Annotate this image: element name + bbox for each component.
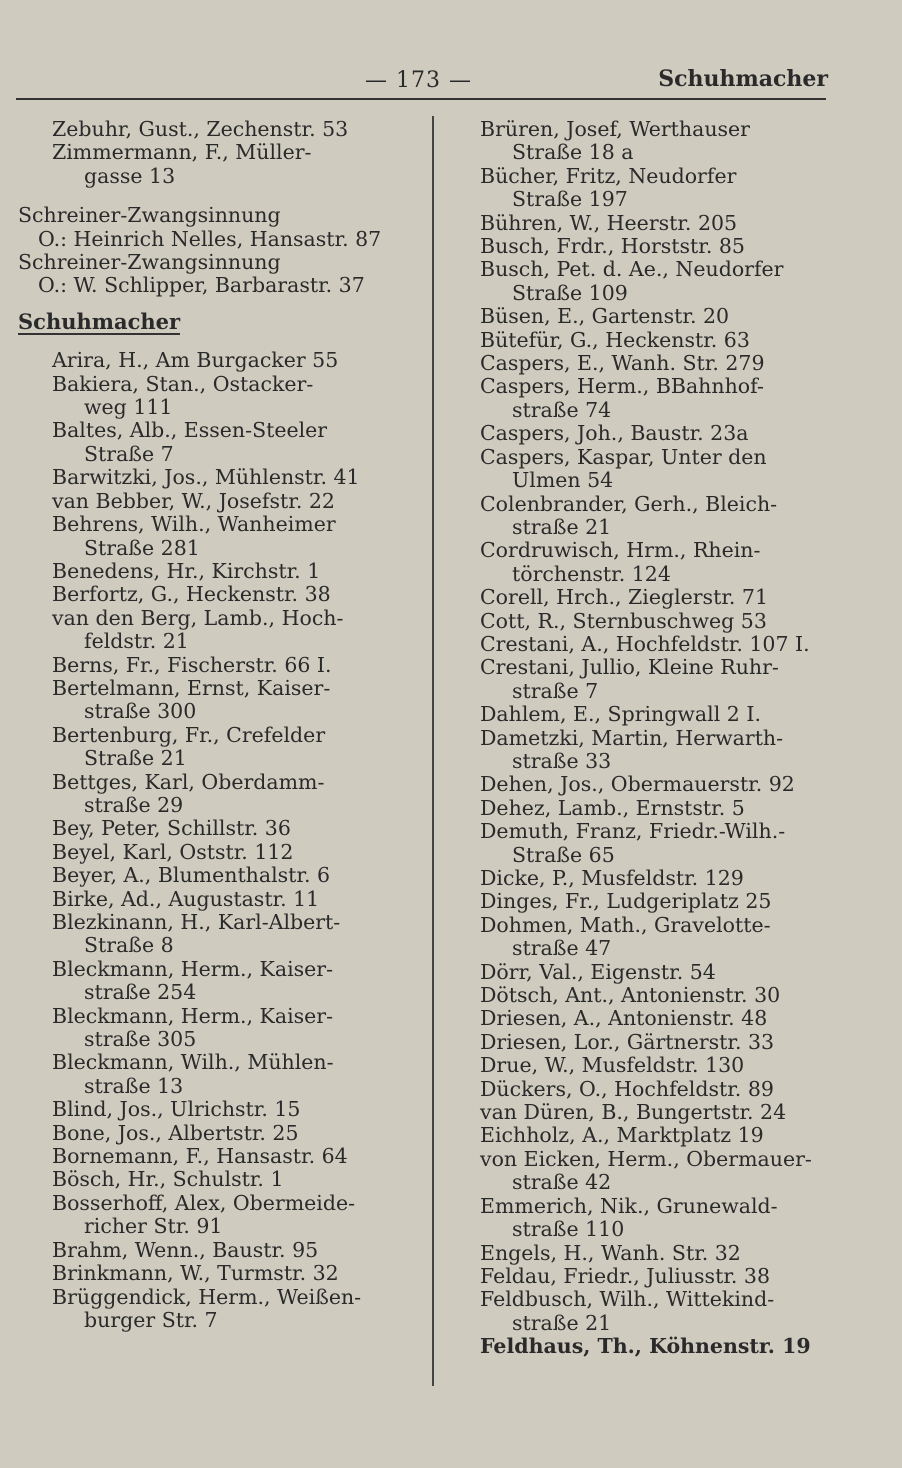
entry-continuation: Straße 18 a [512, 140, 634, 165]
directory-entry [480, 703, 825, 726]
entry-line: Corell, Hrch., Zieglerstr. 71 [480, 585, 768, 610]
entry-line: Bey, Peter, Schillstr. 36 [52, 816, 291, 841]
entry-line: Brinkmann, W., Turmstr. 32 [52, 1261, 339, 1286]
entry-line: Colenbrander, Gerh., Bleich- [480, 491, 778, 516]
entry-continuation: straße 42 [512, 1170, 612, 1195]
directory-entry [52, 466, 418, 489]
entry-line: Engels, H., Wanh. Str. 32 [480, 1240, 741, 1265]
directory-entry [480, 914, 825, 961]
entry-continuation: O.: W. Schlipper, Barbarastr. 37 [38, 273, 365, 298]
entry-line: Büsen, E., Gartenstr. 20 [480, 304, 730, 329]
entry-line: Brüren, Josef, Werthauser [480, 117, 750, 141]
entry-continuation: straße 74 [512, 397, 612, 422]
entry-line: Bornemann, F., Hansastr. 64 [52, 1144, 348, 1169]
directory-entry [18, 204, 418, 251]
entry-line: Bertenburg, Fr., Crefelder [52, 722, 326, 747]
entry-line: Dörr, Val., Eigenstr. 54 [480, 959, 716, 984]
entry-continuation: Straße 8 [84, 933, 174, 958]
directory-entry [480, 1265, 825, 1288]
directory-entry [52, 118, 418, 141]
directory-entry [52, 771, 418, 818]
entry-line: Driesen, Lor., Gärtnerstr. 33 [480, 1029, 775, 1054]
entry-line: Feldbusch, Wilh., Wittekind- [480, 1287, 775, 1312]
entry-continuation: straße 13 [84, 1073, 184, 1098]
directory-entry [52, 419, 418, 466]
entry-line: Dehez, Lamb., Ernststr. 5 [480, 795, 745, 820]
directory-entry [52, 1098, 418, 1121]
entry-line: Birke, Ad., Augustastr. 11 [52, 886, 320, 911]
directory-entry [52, 1192, 418, 1239]
entry-line: Beyel, Karl, Oststr. 112 [52, 839, 294, 864]
page-number: — 173 — [365, 68, 472, 93]
entry-line: Dicke, P., Musfeldstr. 129 [480, 866, 744, 890]
entry-line: Schreiner-Zwangsinnung [18, 250, 281, 275]
entry-line: Dötsch, Ant., Antonienstr. 30 [480, 983, 781, 1008]
directory-entry [480, 329, 825, 352]
entry-line: Bakiera, Stan., Ostacker- [52, 371, 314, 396]
entry-line: Caspers, Herm., BBahnhof- [480, 374, 764, 399]
entry-line: Bleckmann, Wilh., Mühlen- [52, 1050, 334, 1075]
entry-continuation: Straße 109 [512, 280, 628, 305]
entry-continuation: Straße 197 [512, 187, 628, 212]
entry-line: Baltes, Alb., Essen-Steeler [52, 418, 328, 443]
entry-line: Blind, Jos., Ulrichstr. 15 [52, 1097, 301, 1122]
directory-entry [52, 1051, 418, 1098]
entry-continuation: feldstr. 21 [84, 629, 189, 654]
directory-entry [480, 118, 825, 165]
entry-line: Brahm, Wenn., Baustr. 95 [52, 1237, 319, 1262]
entry-line: Bücher, Fritz, Neudorfer [480, 163, 737, 188]
spacer [18, 298, 418, 304]
directory-entry [480, 727, 825, 774]
entry-continuation: straße 29 [84, 792, 184, 817]
directory-entry [480, 797, 825, 820]
directory-entry [52, 911, 418, 958]
column-divider [432, 116, 434, 1386]
entry-line: Behrens, Wilh., Wanheimer [52, 512, 336, 537]
guild-entries [18, 204, 418, 298]
entry-line: Dinges, Fr., Ludgeriplatz 25 [480, 889, 772, 914]
spacer [18, 188, 418, 204]
directory-entry [480, 867, 825, 890]
directory-entry [480, 493, 825, 540]
entry-line: van Bebber, W., Josefstr. 22 [52, 488, 335, 513]
directory-entry [52, 864, 418, 887]
entry-line: Dückers, O., Hochfeldstr. 89 [480, 1076, 774, 1101]
directory-entry [480, 1101, 825, 1124]
entry-line: Benedens, Hr., Kirchstr. 1 [52, 558, 321, 583]
directory-entry [52, 583, 418, 606]
entry-line: Barwitzki, Jos., Mühlenstr. 41 [52, 465, 360, 490]
entry-line: Feldau, Friedr., Juliusstr. 38 [480, 1263, 770, 1288]
directory-entry [52, 607, 418, 654]
entry-continuation: richer Str. 91 [84, 1214, 223, 1239]
entry-line: Caspers, E., Wanh. Str. 279 [480, 351, 765, 376]
entry-continuation: Straße 21 [84, 746, 187, 771]
entry-line: Crestani, A., Hochfeldstr. 107 I. [480, 631, 810, 656]
entry-line: Demuth, Franz, Friedr.-Wilh.- [480, 819, 786, 844]
entry-line: Crestani, Jullio, Kleine Ruhr- [480, 655, 779, 680]
directory-entry [52, 677, 418, 724]
entry-line: Bettges, Karl, Oberdamm- [52, 769, 325, 794]
entry-continuation: straße 300 [84, 699, 197, 724]
directory-entry [480, 633, 825, 656]
entry-line: Eichholz, A., Marktplatz 19 [480, 1123, 764, 1148]
directory-entry [480, 446, 825, 493]
entry-line: Bleckmann, Herm., Kaiser- [52, 956, 334, 981]
left-entries [18, 349, 418, 1332]
directory-entry [52, 724, 418, 771]
entry-continuation: straße 33 [512, 748, 612, 773]
entry-line: Driesen, A., Antonienstr. 48 [480, 1006, 768, 1031]
entry-line: Busch, Frdr., Horststr. 85 [480, 234, 745, 259]
directory-entry [480, 165, 825, 212]
directory-entry [480, 773, 825, 796]
entry-line: Caspers, Kaspar, Unter den [480, 444, 767, 469]
entry-line: Feldhaus, Th., Köhnenstr. 19 [480, 1334, 811, 1359]
directory-entry [480, 352, 825, 375]
directory-entry [480, 539, 825, 586]
entry-line: Dohmen, Math., Gravelotte- [480, 912, 771, 937]
entry-line: Emmerich, Nik., Grunewald- [480, 1193, 778, 1218]
entry-line: Schreiner-Zwangsinnung [18, 203, 281, 228]
entry-line: Zebuhr, Gust., Zechenstr. 53 [52, 117, 349, 141]
entry-continuation: weg 111 [84, 395, 173, 420]
entry-line: Brüggendick, Herm., Weißen- [52, 1284, 362, 1309]
entry-line: Bösch, Hr., Schulstr. 1 [52, 1167, 284, 1192]
directory-entry [480, 610, 825, 633]
left-column [18, 118, 418, 1332]
directory-entry [480, 1148, 825, 1195]
entry-continuation: törchenstr. 124 [512, 561, 671, 586]
entry-continuation: straße 7 [512, 678, 599, 703]
directory-entry [480, 586, 825, 609]
entry-continuation: straße 21 [512, 1310, 612, 1335]
directory-entry [480, 305, 825, 328]
entry-continuation: straße 21 [512, 514, 612, 539]
entry-continuation: straße 110 [512, 1217, 625, 1242]
entry-line: van Düren, B., Bungertstr. 24 [480, 1100, 787, 1125]
entry-line: Arira, H., Am Burgacker 55 [52, 348, 339, 373]
directory-entry [480, 422, 825, 445]
entry-line: Bütefür, G., Heckenstr. 63 [480, 327, 750, 352]
directory-entry [52, 1145, 418, 1168]
directory-entry [18, 251, 418, 298]
directory-entry [52, 1168, 418, 1191]
directory-entry [52, 958, 418, 1005]
directory-entry [480, 375, 825, 422]
directory-entry [480, 235, 825, 258]
directory-entry [480, 656, 825, 703]
entry-line: von Eicken, Herm., Obermauer- [480, 1146, 812, 1171]
directory-entry [480, 1335, 825, 1358]
running-head: Schuhmacher [658, 66, 828, 92]
entry-line: Blezkinann, H., Karl-Albert- [52, 910, 341, 934]
right-entries [480, 118, 825, 1359]
directory-entry [480, 1195, 825, 1242]
entry-line: Bleckmann, Herm., Kaiser- [52, 1003, 334, 1028]
entry-line: Bertelmann, Ernst, Kaiser- [52, 675, 331, 700]
directory-entry [52, 1239, 418, 1262]
page-header [0, 60, 902, 100]
entry-continuation: gasse 13 [84, 163, 176, 188]
directory-entry [52, 141, 418, 188]
directory-entry [480, 890, 825, 913]
directory-entry [480, 1288, 825, 1335]
directory-entry [480, 212, 825, 235]
entry-continuation: straße 254 [84, 980, 197, 1005]
entry-line: Bosserhoff, Alex, Obermeide- [52, 1190, 356, 1215]
directory-entry [52, 817, 418, 840]
entry-line: Berns, Fr., Fischerstr. 66 I. [52, 652, 332, 677]
entry-line: Dehen, Jos., Obermauerstr. 92 [480, 772, 795, 797]
directory-entry [52, 888, 418, 911]
directory-entry [480, 1124, 825, 1147]
entry-line: Dahlem, E., Springwall 2 I. [480, 702, 761, 727]
entry-line: Busch, Pet. d. Ae., Neudorfer [480, 257, 784, 282]
entry-line: Bühren, W., Heerstr. 205 [480, 210, 738, 235]
directory-entry [52, 654, 418, 677]
header-rule [16, 98, 826, 100]
directory-entry [480, 984, 825, 1007]
left-top-entries [18, 118, 418, 188]
entry-continuation: Straße 7 [84, 441, 174, 466]
entry-continuation: Straße 281 [84, 535, 200, 560]
directory-entry [52, 349, 418, 372]
directory-entry [52, 1262, 418, 1285]
directory-entry [480, 1078, 825, 1101]
directory-entry [480, 1031, 825, 1054]
entry-line: Caspers, Joh., Baustr. 23a [480, 421, 749, 446]
entry-line: van den Berg, Lamb., Hoch- [52, 605, 344, 630]
directory-entry [480, 258, 825, 305]
section-title: Schuhmacher [18, 308, 181, 334]
entry-line: Beyer, A., Blumenthalstr. 6 [52, 863, 331, 888]
entry-line: Bone, Jos., Albertstr. 25 [52, 1120, 299, 1145]
directory-entry [480, 961, 825, 984]
entry-line: Dametzki, Martin, Herwarth- [480, 725, 784, 750]
directory-entry [480, 1007, 825, 1030]
directory-entry [52, 1286, 418, 1333]
entry-line: Zimmermann, F., Müller- [52, 140, 312, 165]
entry-line: Drue, W., Musfeldstr. 130 [480, 1053, 745, 1078]
entry-line: Cordruwisch, Hrm., Rhein- [480, 538, 761, 563]
entry-continuation: Straße 65 [512, 842, 615, 867]
entry-continuation: straße 47 [512, 936, 612, 961]
directory-entry [52, 513, 418, 560]
entry-continuation: Ulmen 54 [512, 468, 614, 493]
entry-continuation: O.: Heinrich Nelles, Hansastr. 87 [38, 226, 382, 251]
directory-entry [480, 1054, 825, 1077]
directory-entry [52, 1005, 418, 1052]
entry-continuation: straße 305 [84, 1027, 197, 1052]
directory-entry [52, 1122, 418, 1145]
directory-entry [52, 490, 418, 513]
right-column [480, 118, 825, 1359]
directory-entry [52, 560, 418, 583]
entry-continuation: burger Str. 7 [84, 1307, 218, 1332]
directory-entry [480, 820, 825, 867]
directory-entry [52, 841, 418, 864]
directory-entry [52, 373, 418, 420]
directory-entry [480, 1242, 825, 1265]
entry-line: Cott, R., Sternbuschweg 53 [480, 608, 767, 633]
entry-line: Berfortz, G., Heckenstr. 38 [52, 582, 331, 607]
